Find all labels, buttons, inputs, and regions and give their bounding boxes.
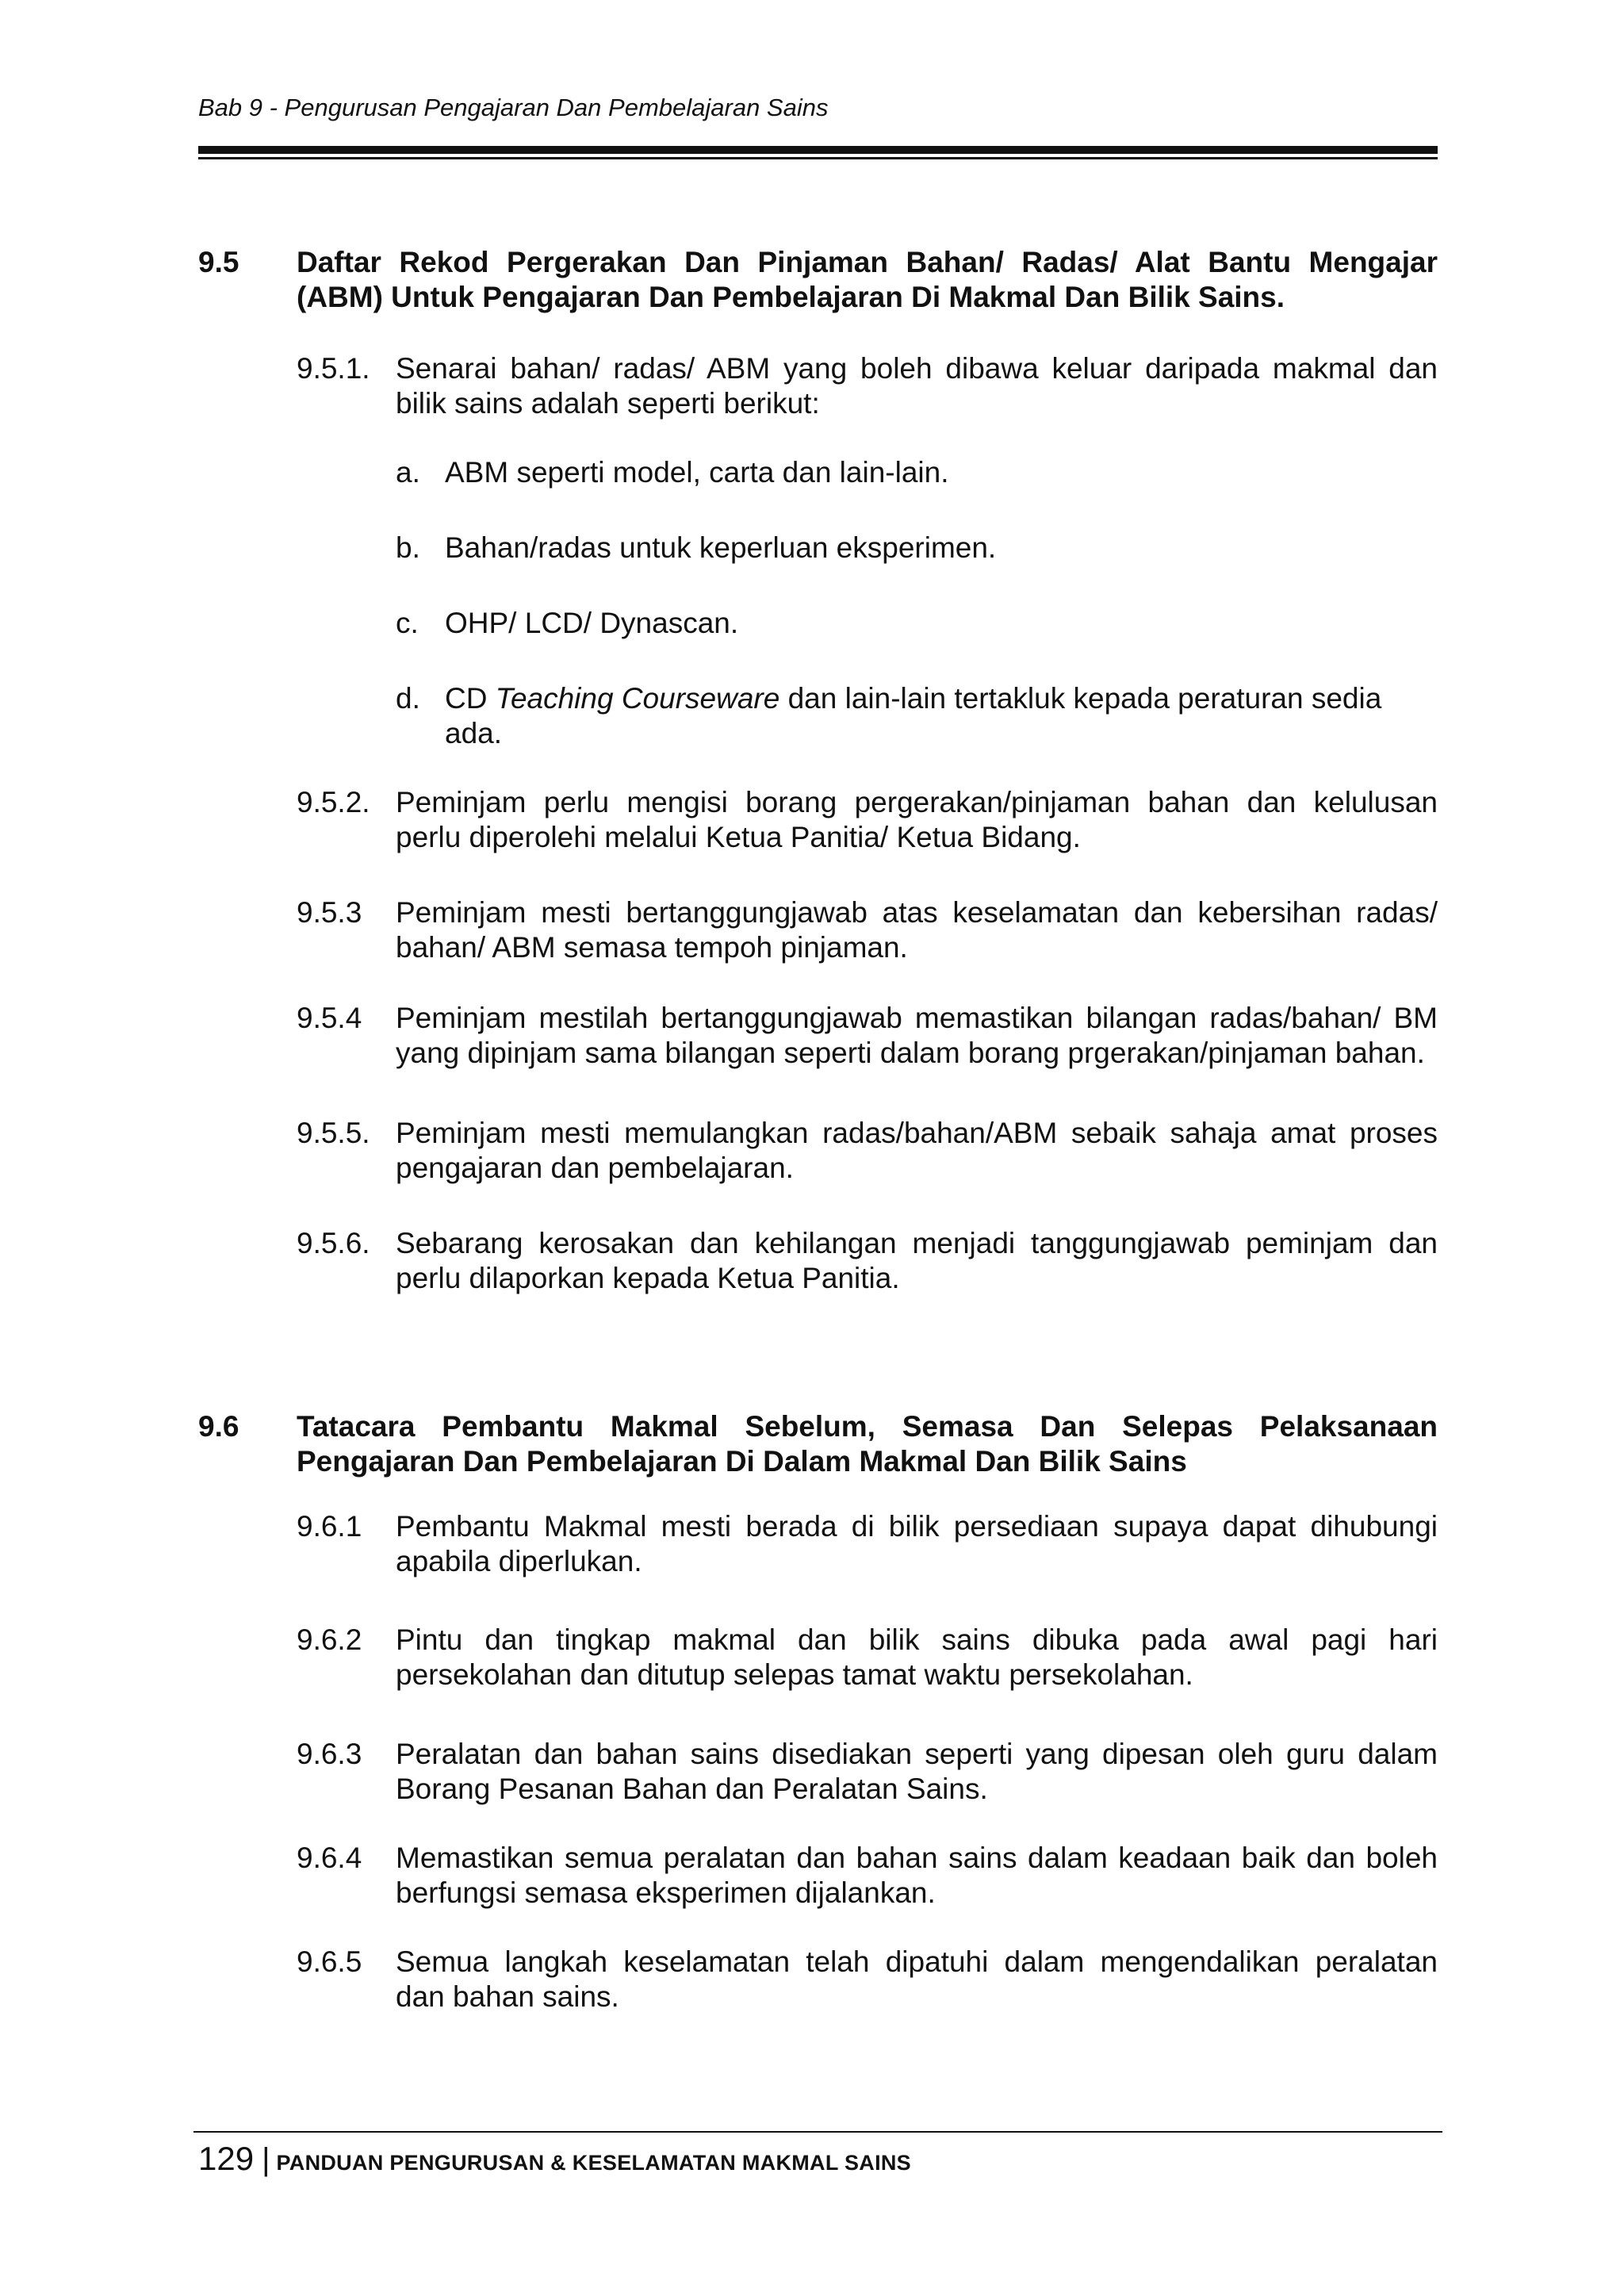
section-title: Tatacara Pembantu Makmal Sebelum, Semasa Dan Selepas Pelaksanaan Pengajaran Dan Pembelajaran Di Dalam Makmal Dan Bilik Sains	[297, 1410, 1438, 1478]
item-text: Senarai bahan/ radas/ ABM yang boleh dibawa keluar daripada makmal dan bilik sains adalah seperti berikut:	[396, 352, 1438, 420]
item-number: 9.6.2	[297, 1623, 362, 1656]
section-number: 9.6	[198, 1410, 239, 1443]
item-number: 9.6.5	[297, 1945, 362, 1978]
section-9-6	[198, 1409, 1438, 2014]
sub-item-letter: b.	[396, 531, 420, 564]
list-item	[297, 895, 1438, 965]
footer-title: PANDUAN PENGURUSAN & KESELAMATAN MAKMAL SAINS	[276, 2151, 911, 2175]
item-text: Peminjam perlu mengisi borang pergerakan/pinjaman bahan dan kelulusan perlu diperolehi melalui Ketua Panitia/ Ketua Bidang.	[396, 786, 1438, 853]
sub-list-item	[396, 531, 1438, 565]
sub-item-text-before: CD	[445, 682, 496, 715]
list-item	[297, 1116, 1438, 1186]
sub-item-letter: c.	[396, 607, 419, 639]
item-text: Pintu dan tingkap makmal dan bilik sains dibuka pada awal pagi hari persekolahan dan ditutup selepas tamat waktu persekolahan.	[396, 1623, 1438, 1691]
sub-item-text-italic: Teaching Courseware	[495, 682, 780, 715]
item-number: 9.6.3	[297, 1738, 362, 1770]
section-heading	[198, 1409, 1438, 1479]
section-9-5	[198, 245, 1438, 1296]
running-header: Bab 9 - Pengurusan Pengajaran Dan Pembelajaran Sains	[198, 94, 829, 121]
item-number: 9.6.1	[297, 1510, 362, 1543]
list-item	[297, 1945, 1438, 2014]
item-text: Peminjam mesti bertanggungjawab atas keselamatan dan kebersihan radas/ bahan/ ABM semasa tempoh pinjaman.	[396, 896, 1438, 964]
page-footer	[198, 2140, 911, 2178]
sub-item-text	[445, 681, 1438, 751]
list-item	[297, 1509, 1438, 1579]
list-item	[297, 1001, 1438, 1071]
item-text: Peminjam mesti memulangkan radas/bahan/ABM sebaik sahaja amat proses pengajaran dan pembelajaran.	[396, 1117, 1438, 1184]
item-number: 9.5.1.	[297, 352, 370, 385]
item-number: 9.5.4	[297, 1002, 362, 1034]
list-item	[297, 1841, 1438, 1911]
item-text: Semua langkah keselamatan telah dipatuhi dalam mengendalikan peralatan dan bahan sains.	[396, 1945, 1438, 2013]
footer-separator: |	[262, 2142, 270, 2177]
sub-item-letter: d.	[396, 682, 420, 715]
sub-item-text: OHP/ LCD/ Dynascan.	[445, 607, 739, 639]
footer-rule	[193, 2131, 1442, 2133]
item-number: 9.5.5.	[297, 1117, 370, 1149]
header-rule-thin	[198, 157, 1438, 159]
item-text: Peminjam mestilah bertanggungjawab memastikan bilangan radas/bahan/ BM yang dipinjam sama bilangan seperti dalam borang prgerakan/pinjaman bahan.	[396, 1002, 1438, 1069]
sub-list-item	[396, 455, 1438, 490]
section-heading	[198, 245, 1438, 315]
sub-list-item	[396, 606, 1438, 641]
header-rule-thick	[198, 146, 1438, 154]
list-item	[297, 1623, 1438, 1692]
sub-item-letter: a.	[396, 456, 420, 489]
item-number: 9.5.3	[297, 896, 362, 929]
list-item	[297, 351, 1438, 421]
page-number: 129	[198, 2140, 255, 2177]
list-item	[297, 1226, 1438, 1296]
list-item	[297, 785, 1438, 855]
sub-item-text-after: dan lain-lain tertakluk kepada peraturan sedia ada.	[445, 682, 1382, 749]
item-number: 9.6.4	[297, 1842, 362, 1874]
item-number: 9.5.6.	[297, 1227, 370, 1259]
section-title: Daftar Rekod Pergerakan Dan Pinjaman Bahan/ Radas/ Alat Bantu Mengajar (ABM) Untuk Pengajaran Dan Pembelajaran Di Makmal Dan Bilik Sains.	[297, 246, 1438, 313]
sub-item-text: Bahan/radas untuk keperluan eksperimen.	[445, 531, 997, 564]
item-text: Memastikan semua peralatan dan bahan sains dalam keadaan baik dan boleh berfungsi semasa eksperimen dijalankan.	[396, 1842, 1438, 1909]
item-text: Peralatan dan bahan sains disediakan seperti yang dipesan oleh guru dalam Borang Pesanan Bahan dan Peralatan Sains.	[396, 1738, 1438, 1805]
item-text: Pembantu Makmal mesti berada di bilik persediaan supaya dapat dihubungi apabila diperlukan.	[396, 1510, 1438, 1577]
section-number: 9.5	[198, 246, 239, 278]
item-number: 9.5.2.	[297, 786, 370, 818]
sub-list-item	[396, 681, 1438, 751]
list-item	[297, 1737, 1438, 1807]
sub-item-text: ABM seperti model, carta dan lain-lain.	[445, 456, 949, 489]
item-text: Sebarang kerosakan dan kehilangan menjadi tanggungjawab peminjam dan perlu dilaporkan kepada Ketua Panitia.	[396, 1227, 1438, 1294]
